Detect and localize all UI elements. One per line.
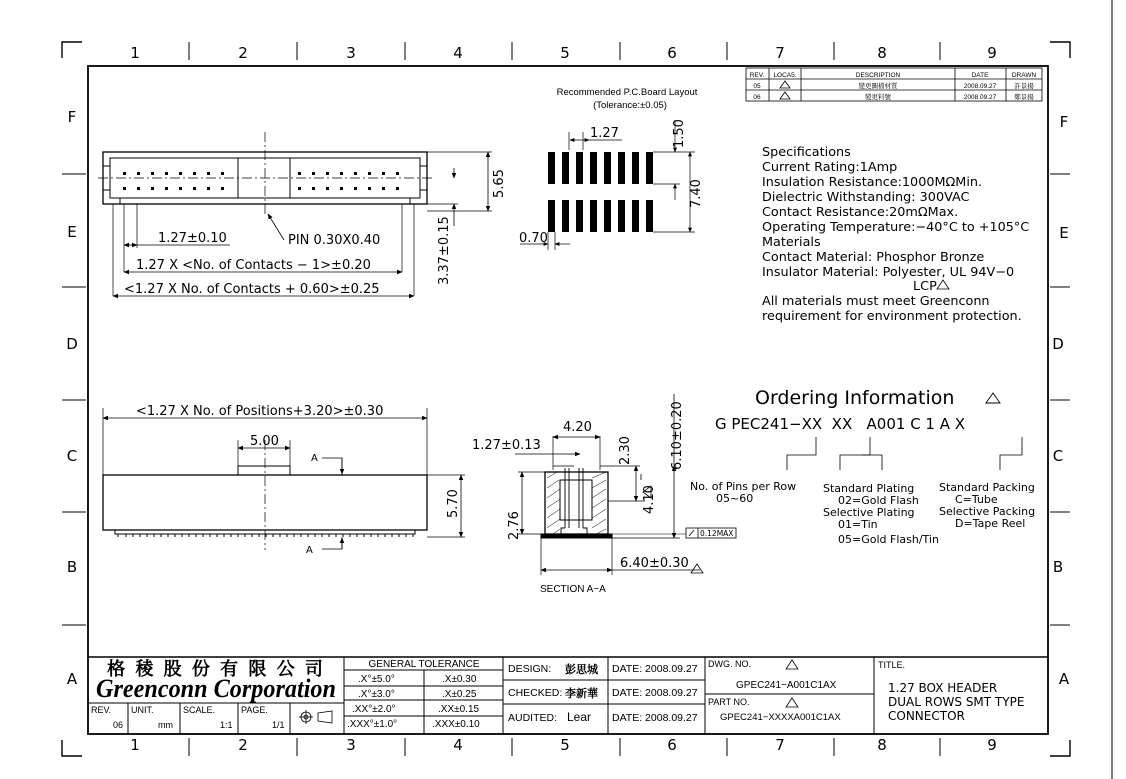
side-dim-height: 5.70 bbox=[446, 489, 461, 518]
side-dim-length: <1.27 X No. of Positions+3.20>±0.30 bbox=[136, 404, 384, 419]
ordering-code: G PEC241−XX XX A001 C 1 A X bbox=[715, 415, 966, 433]
section-mark: A bbox=[311, 453, 318, 464]
dim-contacts: 1.27 X <No. of Contacts − 1>±0.20 bbox=[136, 258, 371, 273]
title-line-3: CONNECTOR bbox=[888, 709, 965, 723]
dim-pin-span: 3.37±0.15 bbox=[437, 216, 452, 285]
col-label: 5 bbox=[560, 736, 570, 754]
spec-line: LCP bbox=[913, 279, 937, 294]
ordering-std-packing-val: C=Tube bbox=[955, 493, 998, 506]
row-label: E bbox=[67, 223, 77, 241]
sec-dim-a: 2.30 bbox=[618, 436, 633, 465]
row-label: C bbox=[66, 447, 78, 465]
rev-triangle-icon bbox=[986, 393, 1000, 403]
pcb-title: Recommended P.C.Board Layout bbox=[556, 87, 698, 98]
pcb-dim-pad-w: 0.70 bbox=[519, 231, 548, 246]
ordering-title: Ordering Information bbox=[755, 387, 955, 409]
title-block bbox=[88, 657, 1048, 734]
col-label: 2 bbox=[238, 44, 248, 62]
tolerance-title: GENERAL TOLERANCE bbox=[368, 659, 480, 670]
tol-angle: .X°±5.0° bbox=[358, 674, 395, 685]
rev-cell: 鄭景揚 bbox=[1014, 94, 1034, 101]
spec-heading: Specifications bbox=[762, 145, 851, 160]
checked-label: CHECKED: bbox=[508, 687, 563, 699]
ordering-sel-plating: Selective Plating bbox=[823, 506, 915, 519]
rev-cell: 許景揚 bbox=[1014, 83, 1034, 90]
unit-label: UNIT. bbox=[131, 705, 154, 715]
part-label: PART NO. bbox=[708, 697, 750, 707]
audited-value: Lear bbox=[567, 710, 592, 724]
date-2: DATE: 2008.09.27 bbox=[612, 687, 698, 699]
col-label: 9 bbox=[987, 44, 997, 62]
pcb-pads bbox=[548, 152, 653, 232]
date-3: DATE: 2008.09.27 bbox=[612, 712, 698, 724]
title-line-2: DUAL ROWS SMT TYPE bbox=[888, 695, 1025, 709]
side-view-labels bbox=[136, 404, 461, 556]
pcb-tolerance: (Tolerance:±0.05) bbox=[593, 100, 667, 111]
row-label: C bbox=[1052, 447, 1064, 465]
row-label: E bbox=[1059, 224, 1069, 242]
rev-header: LOCA5. bbox=[773, 72, 797, 79]
pcb-dim-pad-len: 1.50 bbox=[672, 119, 687, 148]
title-line-1: 1.27 BOX HEADER bbox=[888, 681, 998, 695]
ordering-std-plating: Standard Plating bbox=[823, 482, 915, 495]
tol-linear: .X±0.25 bbox=[442, 689, 477, 700]
date-1: DATE: 2008.09.27 bbox=[612, 663, 698, 675]
spec-line: Operating Temperature:−40°C to +105°C bbox=[762, 220, 1030, 235]
col-label: 1 bbox=[130, 736, 140, 754]
projection-symbol-icon bbox=[299, 710, 332, 724]
row-label: D bbox=[1052, 335, 1064, 353]
page-value: 1/1 bbox=[272, 720, 285, 730]
sec-dim-width: 4.20 bbox=[563, 420, 592, 435]
scale-value: 1:1 bbox=[220, 720, 233, 730]
ordering-info bbox=[690, 387, 1035, 546]
rev-cell: 06 bbox=[753, 94, 761, 101]
ordering-sel-packing: Selective Packing bbox=[939, 505, 1036, 518]
revision-table bbox=[746, 68, 1042, 101]
sec-dim-c: 2.76 bbox=[507, 511, 522, 540]
rev-cell: 2008.09.27 bbox=[963, 83, 997, 90]
row-label: F bbox=[1059, 113, 1069, 131]
ordering-sel-packing-val: D=Tape Reel bbox=[955, 517, 1026, 530]
ordering-sel-plating-v2: 05=Gold Flash/Tin bbox=[838, 533, 939, 546]
dim-pitch: 1.27±0.10 bbox=[158, 231, 227, 246]
col-label: 4 bbox=[453, 736, 463, 754]
side-view bbox=[103, 408, 465, 550]
col-label: 3 bbox=[346, 44, 356, 62]
page-label: PAGE. bbox=[241, 705, 268, 715]
col-label: 6 bbox=[667, 44, 677, 62]
section-label: SECTION A−A bbox=[540, 584, 606, 595]
ordering-std-packing: Standard Packing bbox=[939, 481, 1035, 494]
rev-cell: 變更圖檔材質 bbox=[858, 83, 898, 90]
col-label: 7 bbox=[775, 736, 785, 754]
col-label: 5 bbox=[560, 44, 570, 62]
sec-dim-foot: 6.40±0.30 bbox=[620, 556, 689, 571]
spec-line: Insulator Material: Polyester, UL 94V−0 bbox=[762, 265, 1015, 280]
row-label: F bbox=[67, 108, 77, 126]
side-dim-key: 5.00 bbox=[250, 434, 279, 449]
sec-dim-pitch: 1.27±0.13 bbox=[472, 438, 541, 453]
col-label: 3 bbox=[346, 736, 356, 754]
row-label: A bbox=[66, 670, 78, 688]
ordering-sel-plating-v1: 01=Tin bbox=[838, 518, 878, 531]
spec-line: Contact Material: Phosphor Bronze bbox=[762, 250, 985, 265]
pcb-dim-pitch: 1.27 bbox=[590, 126, 619, 141]
row-label: B bbox=[1052, 558, 1064, 576]
row-label: A bbox=[1058, 670, 1070, 688]
design-label: DESIGN: bbox=[508, 663, 552, 675]
col-label: 8 bbox=[877, 736, 887, 754]
tol-angle: .X°±3.0° bbox=[358, 689, 395, 700]
dim-total: <1.27 X No. of Contacts + 0.60>±0.25 bbox=[124, 282, 380, 297]
dwg-value: GPEC241−A001C1AX bbox=[736, 680, 837, 691]
design-value: 彭思城 bbox=[565, 664, 598, 676]
rev-cell: 05 bbox=[753, 83, 761, 90]
tol-linear: .X±0.30 bbox=[442, 674, 477, 685]
col-label: 6 bbox=[667, 736, 677, 754]
sec-dim-b: 4.10 bbox=[642, 485, 657, 514]
rev-label: REV. bbox=[91, 705, 112, 715]
pcb-layout bbox=[519, 87, 704, 250]
col-label: 1 bbox=[130, 44, 140, 62]
checked-value: 李新華 bbox=[565, 688, 598, 700]
ordering-std-plating-val: 02=Gold Flash bbox=[838, 494, 919, 507]
section-mark: A bbox=[306, 545, 313, 556]
sec-flatness: 0.12MAX bbox=[700, 529, 734, 538]
audited-label: AUDITED: bbox=[508, 712, 558, 724]
col-label: 2 bbox=[238, 736, 248, 754]
col-label: 4 bbox=[453, 44, 463, 62]
specifications bbox=[762, 145, 1029, 324]
col-label: 7 bbox=[775, 44, 785, 62]
col-label: 8 bbox=[877, 44, 887, 62]
spec-line: Current Rating:1Amp bbox=[762, 160, 898, 175]
spec-line: All materials must meet Greenconn bbox=[762, 294, 990, 309]
sec-dim-total-h: 6.10±0.20 bbox=[670, 401, 685, 470]
rev-header: REV. bbox=[749, 72, 765, 79]
tol-angle: .XX°±2.0° bbox=[352, 704, 396, 715]
rev-header: DRAWN bbox=[1011, 72, 1037, 79]
rev-cell: 2008.09.27 bbox=[963, 94, 997, 101]
row-label: D bbox=[66, 335, 78, 353]
spec-line: Dielectric Withstanding: 300VAC bbox=[762, 190, 970, 205]
unit-value: mm bbox=[158, 720, 173, 730]
tol-linear: .XXX±0.10 bbox=[432, 719, 480, 730]
scale-label: SCALE. bbox=[183, 705, 216, 715]
dwg-label: DWG. NO. bbox=[708, 659, 751, 669]
section-view-labels bbox=[472, 401, 733, 595]
title-label: TITLE. bbox=[878, 660, 906, 670]
dim-pin: PIN 0.30X0.40 bbox=[288, 233, 381, 248]
tol-angle: .XXX°±1.0° bbox=[347, 719, 398, 730]
part-value: GPEC241−XXXXA001C1AX bbox=[720, 712, 841, 723]
tol-linear: .XX±0.15 bbox=[438, 704, 480, 715]
rev-header: DESCRIPTION bbox=[855, 72, 901, 79]
col-label: 9 bbox=[987, 736, 997, 754]
spec-line: Contact Resistance:20mΩMax. bbox=[762, 205, 959, 220]
row-label: B bbox=[66, 558, 78, 576]
rev-cell: 變更料號 bbox=[865, 94, 891, 101]
dim-width: 5.65 bbox=[492, 169, 507, 198]
pcb-dim-row-span: 7.40 bbox=[689, 179, 704, 208]
company-name-cn: 格 稜 股 份 有 限 公 司 bbox=[107, 659, 325, 680]
ordering-pins-range: 05~60 bbox=[716, 492, 754, 505]
rev-triangle-icon bbox=[937, 280, 949, 289]
spec-line: requirement for environment protection. bbox=[762, 309, 1022, 324]
rev-value: 06 bbox=[113, 720, 124, 730]
company-name-en: Greenconn Corporation bbox=[96, 674, 336, 703]
ordering-pins-label: No. of Pins per Row bbox=[690, 480, 797, 493]
spec-line: Insulation Resistance:1000MΩMin. bbox=[762, 175, 983, 190]
spec-line: Materials bbox=[762, 235, 821, 250]
rev-header: DATE bbox=[971, 72, 989, 79]
